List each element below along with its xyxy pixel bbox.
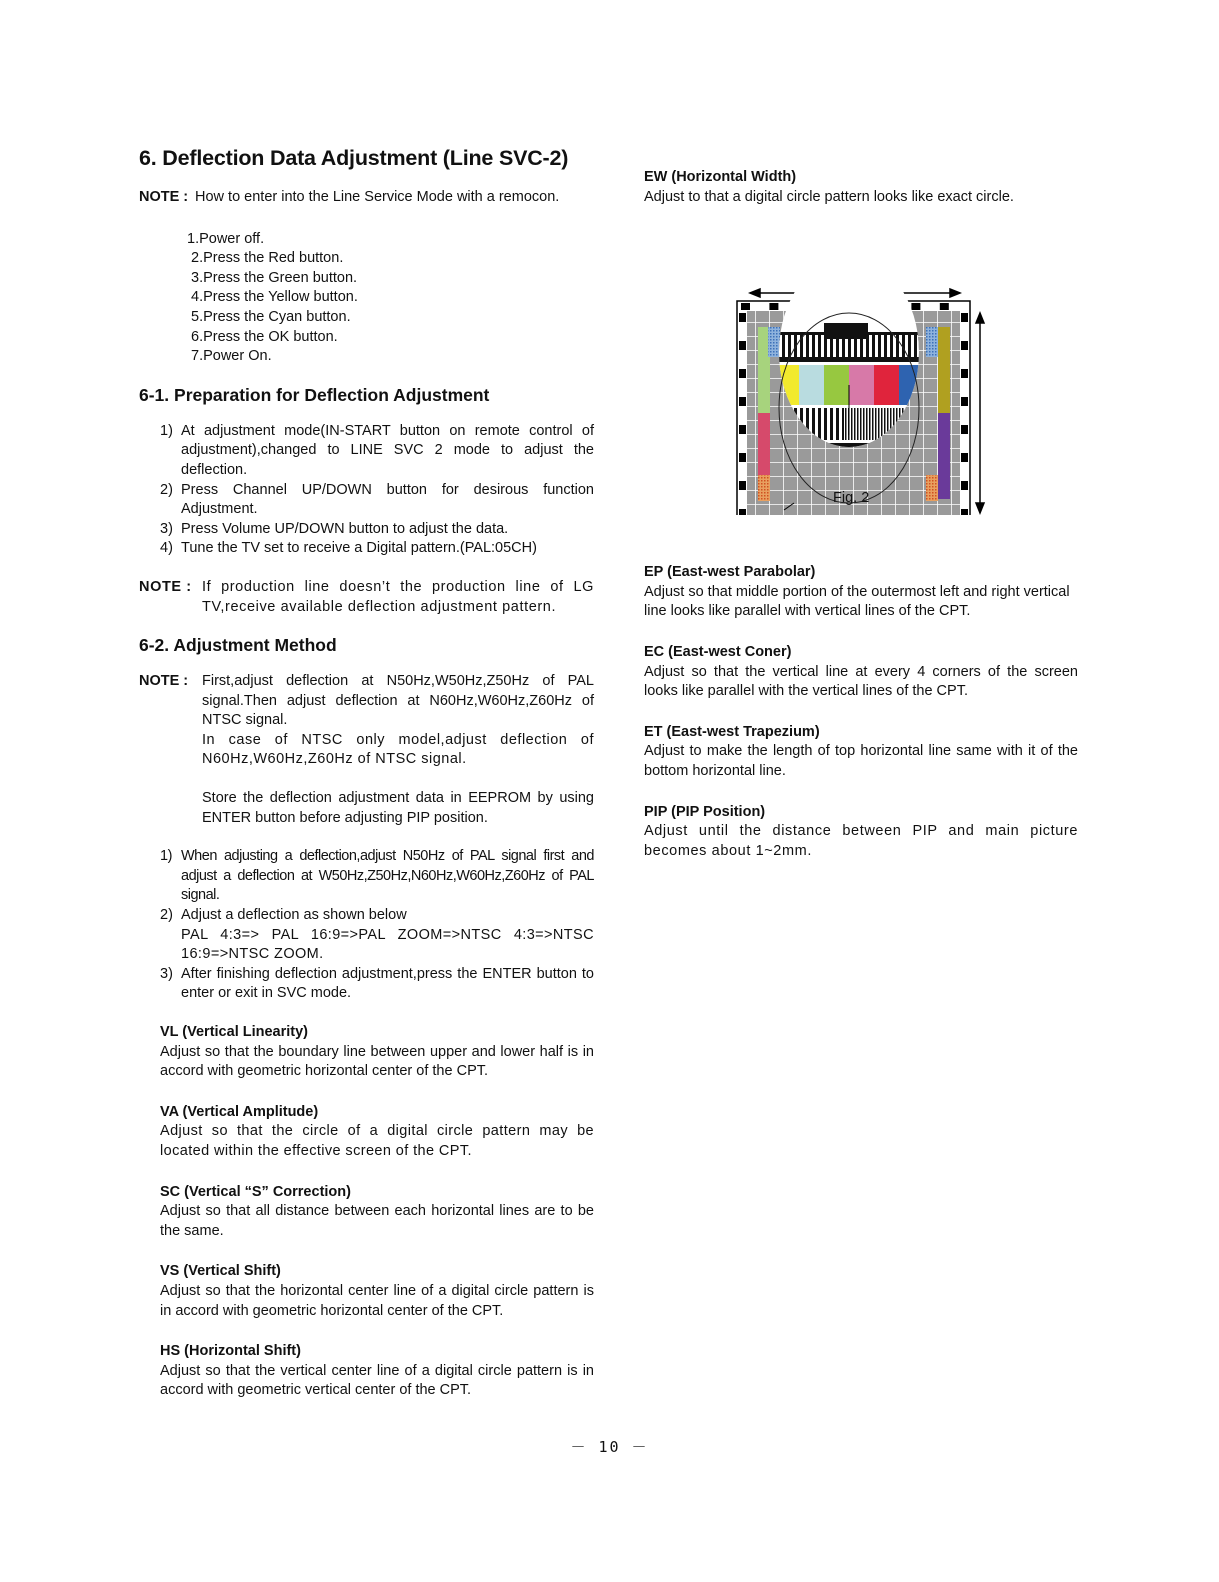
section-ew bbox=[644, 168, 1078, 207]
section-body: Adjust so that the vertical center line of a digital circle pattern is in accord with geometric vertical center of the CPT. bbox=[160, 1362, 594, 1399]
section-heading-6-2: 6-2. Adjustment Method bbox=[139, 635, 337, 656]
section-body: Adjust so that all distance between each horizontal lines are to be the same. bbox=[160, 1203, 594, 1239]
item-text: Press Channel UP/DOWN button for desirous function Adjustment. bbox=[181, 481, 594, 518]
page-title: 6. Deflection Data Adjustment (Line SVC-2) bbox=[139, 146, 569, 170]
section-va bbox=[160, 1103, 594, 1162]
section-ec bbox=[644, 643, 1078, 702]
step-item: 7.Power On. bbox=[191, 348, 272, 365]
note-production-line bbox=[139, 578, 594, 617]
section-heading: EP (East-west Parabolar) bbox=[644, 564, 816, 581]
section-vl bbox=[160, 1023, 594, 1082]
item-number: 2) bbox=[160, 481, 173, 498]
note-remocon bbox=[139, 188, 594, 208]
section-body: Adjust so that the horizontal center line of a digital circle pattern is in accord with geometric horizontal center of the CPT. bbox=[160, 1282, 594, 1319]
section-pip bbox=[644, 803, 1078, 862]
step-item: 5.Press the Cyan button. bbox=[191, 308, 351, 325]
step-item: 6.Press the OK button. bbox=[191, 328, 338, 345]
note-label: NOTE : bbox=[139, 578, 192, 595]
section-body: Adjust so that the circle of a digital circle pattern may be located within the effective screen of the CPT. bbox=[160, 1123, 594, 1159]
right-column bbox=[644, 168, 1078, 882]
section-heading: EC (East-west Coner) bbox=[644, 643, 792, 660]
section-vs bbox=[160, 1262, 594, 1321]
list-item bbox=[160, 539, 594, 559]
step-item: 3.Press the Green button. bbox=[191, 269, 358, 286]
note-paragraph: Store the deflection adjustment data in EEPROM by using ENTER button before adjusting PIP position. bbox=[202, 790, 594, 826]
section-heading: VA (Vertical Amplitude) bbox=[160, 1103, 319, 1120]
item-text: At adjustment mode(IN-START button on remote control of adjustment),changed to LINE SVC 2 mode to adjust the deflection. bbox=[181, 422, 594, 478]
note-paragraph: First,adjust deflection at N50Hz,W50Hz,Z50Hz of PAL signal.Then adjust deflection at N60Hz,W60Hz,Z60Hz of NTSC signal. bbox=[202, 673, 594, 729]
item-text: Press Volume UP/DOWN button to adjust the data. bbox=[181, 520, 509, 537]
height-arrow bbox=[976, 313, 984, 513]
item-number: 3) bbox=[160, 520, 173, 537]
item-number: 4) bbox=[160, 540, 173, 557]
item-number: 3) bbox=[160, 965, 173, 982]
section-heading: SC (Vertical “S” Correction) bbox=[160, 1183, 351, 1200]
section-hs bbox=[160, 1342, 594, 1401]
section-body: Adjust so that the boundary line between upper and lower half is in accord with geometric horizontal center of the CPT. bbox=[160, 1043, 594, 1080]
step-item: 1.Power off. bbox=[187, 230, 265, 247]
item-number: 1) bbox=[160, 848, 172, 865]
list-item bbox=[160, 520, 594, 540]
adjustment-list bbox=[139, 847, 594, 1004]
right-sections bbox=[644, 563, 1078, 861]
left-column bbox=[139, 146, 594, 1422]
list-item bbox=[160, 906, 594, 965]
note-text: If production line doesn’t the production line of LG TV,receive available deflection adjustment pattern. bbox=[202, 578, 594, 615]
list-item bbox=[160, 481, 594, 520]
section-heading: HS (Horizontal Shift) bbox=[160, 1343, 301, 1360]
left-sections bbox=[139, 1023, 594, 1401]
section-body: Adjust so that the vertical line at every 4 corners of the screen looks like parallel with the vertical lines of the CPT. bbox=[644, 663, 1078, 700]
item-text: Tune the TV set to receive a Digital pattern.(PAL:05CH) bbox=[181, 540, 537, 557]
note-adjustment bbox=[139, 672, 594, 828]
service-mode-steps bbox=[139, 230, 594, 367]
section-et bbox=[644, 723, 1078, 782]
note-paragraph: In case of NTSC only model,adjust deflection of N60Hz,W60Hz,Z60Hz of NTSC signal. bbox=[202, 731, 594, 768]
section-heading: ET (East-west Trapezium) bbox=[644, 723, 820, 740]
note-label: NOTE : bbox=[139, 673, 189, 690]
list-item bbox=[160, 422, 594, 481]
step-item: 2.Press the Red button. bbox=[191, 250, 344, 267]
section-sc bbox=[160, 1183, 594, 1242]
item-text: Adjust a deflection as shown below bbox=[181, 907, 407, 924]
section-heading: VL (Vertical Linearity) bbox=[160, 1024, 309, 1040]
list-item bbox=[160, 965, 594, 1004]
section-heading: VS (Vertical Shift) bbox=[160, 1263, 281, 1280]
note-label: NOTE : bbox=[139, 189, 189, 205]
section-heading-6-1: 6-1. Preparation for Deflection Adjustment bbox=[139, 384, 490, 405]
section-heading: PIP (PIP Position) bbox=[644, 803, 766, 820]
step-item: 4.Press the Yellow button. bbox=[191, 289, 358, 306]
section-heading: EW (Horizontal Width) bbox=[644, 169, 797, 185]
item-text-continued: PAL 4:3=> PAL 16:9=>PAL ZOOM=>NTSC 4:3=>NTSC 16:9=>NTSC ZOOM. bbox=[181, 926, 594, 963]
item-text: After finishing deflection adjustment,press the ENTER button to enter or exit in SVC mode. bbox=[181, 965, 594, 1002]
figure-caption: Fig. 2 bbox=[833, 490, 870, 506]
section-body: Adjust to make the length of top horizontal line same with it of the bottom horizontal line. bbox=[644, 743, 1078, 779]
section-body: Adjust so that middle portion of the outermost left and right vertical line looks like parallel with vertical lines of the CPT. bbox=[644, 583, 1070, 620]
note-text: How to enter into the Line Service Mode with a remocon. bbox=[195, 189, 560, 205]
item-number: 2) bbox=[160, 907, 173, 924]
section-body: Adjust until the distance between PIP and main picture becomes about 1~2mm. bbox=[644, 823, 1078, 859]
section-body: Adjust to that a digital circle pattern looks like exact circle. bbox=[644, 188, 1014, 205]
digital-circle-pattern bbox=[644, 225, 1078, 515]
list-item bbox=[160, 847, 594, 906]
preparation-list bbox=[139, 422, 594, 559]
section-ep bbox=[644, 563, 1078, 622]
page-number: － 10 － bbox=[570, 1438, 649, 1456]
test-pattern-figure bbox=[644, 225, 1078, 515]
item-number: 1) bbox=[160, 422, 173, 439]
item-text: When adjusting a deflection,adjust N50Hz of PAL signal first and adjust a deflection at W50Hz,Z50Hz,N60Hz,W60Hz,Z60Hz of PAL signal. bbox=[181, 848, 594, 904]
